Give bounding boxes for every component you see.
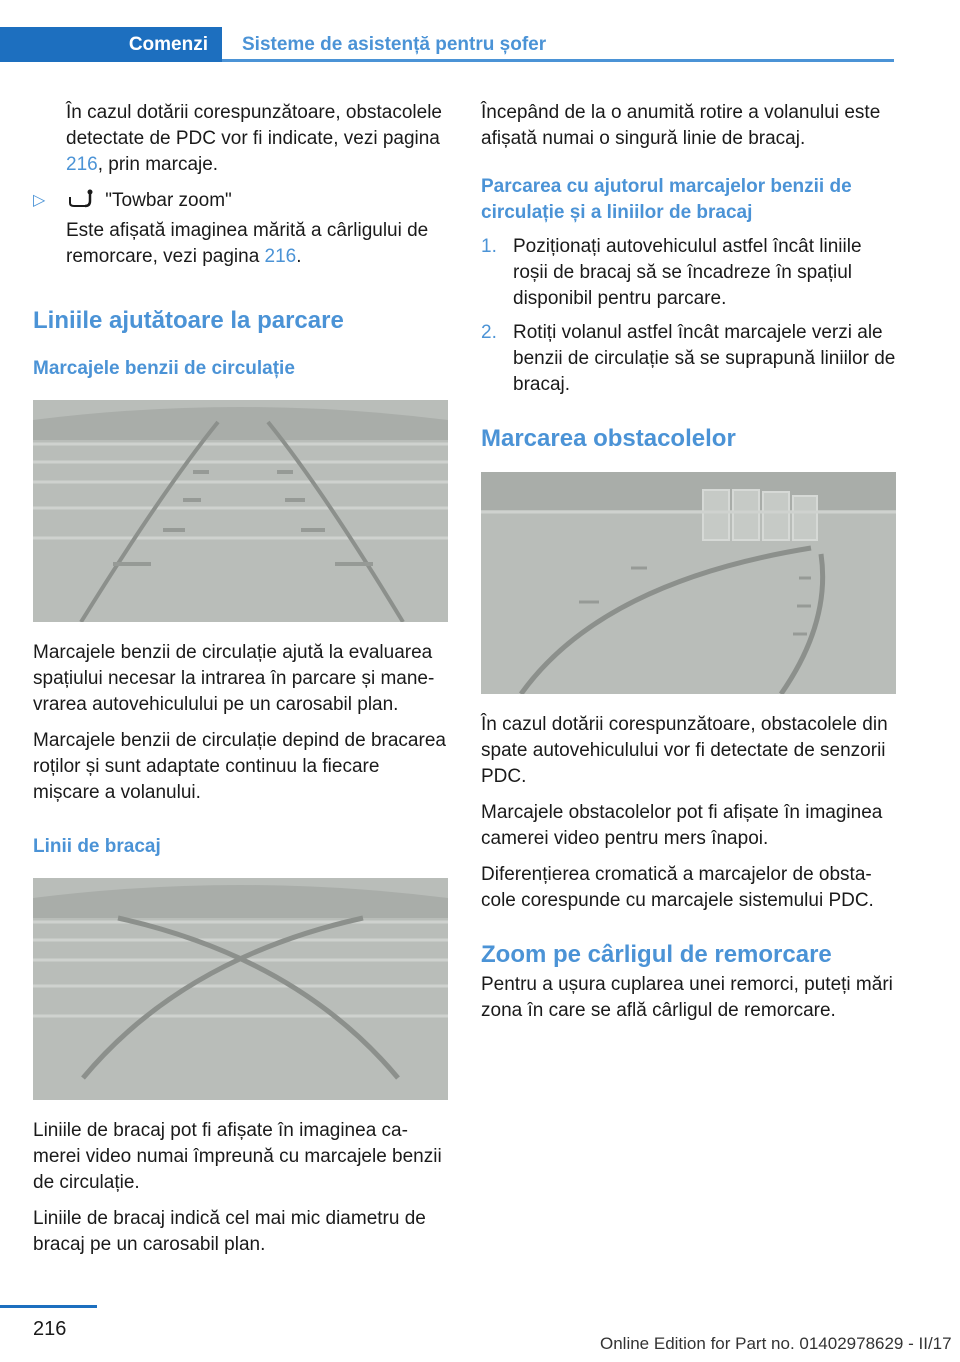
page-number: 216 [33, 1318, 67, 1340]
triangle-bullet-icon: ▷ [33, 192, 46, 209]
lane-paragraph-2: Marcajele benzii de circulație depind de bracarea roților și sunt adaptate continuu la fiecare mișcare a volanului. [33, 730, 446, 803]
step-number: 2. [481, 322, 497, 343]
towbar-zoom-paragraph: Pentru a ușura cuplarea unei remorci, puteți mări zona în care se află cârligul de remorcare. [481, 974, 893, 1021]
section-tab[interactable]: Sisteme de asistență pentru șofer [242, 33, 547, 55]
intro-text: În cazul dotării corespunzătoare, obstacolele detectate de PDC vor fi indicate, vezi pagina [66, 102, 443, 149]
step-number: 1. [481, 236, 497, 257]
towbar-text-end: . [296, 246, 302, 267]
towbar-option [66, 188, 449, 214]
single-line-paragraph: Începând de la o anumită rotire a volanului este afișată numai o singură linie de bracaj. [481, 102, 881, 149]
towbar-text: Este afișată imaginea mărită a cârligului de remorcare, vezi pagina [66, 220, 429, 267]
heading-towbar-zoom: Zoom pe cârligul de remorcare [481, 941, 832, 968]
turn-paragraph-1: Liniile de bracaj pot fi afișate în imaginea camerei video numai împreună cu marcajele benzii de circulație. [33, 1120, 442, 1193]
header-rule [222, 59, 894, 62]
right-column [481, 100, 897, 1034]
page-header [0, 0, 960, 62]
intro-paragraph [33, 100, 449, 178]
step-item [481, 320, 897, 398]
heading-parking-lines: Liniile ajutătoare la parcare [33, 307, 344, 334]
page-link-216b[interactable]: 216 [264, 246, 297, 267]
intro-text-end: , prin marcaje. [97, 154, 219, 175]
lane-paragraph-1: Marcajele benzii de circulație ajută la evaluarea spațiului necesar la intrarea în parcare și manevrarea autovehiculului pe un carosabil plan. [33, 642, 435, 715]
towbar-label: "Towbar zoom" [105, 190, 232, 211]
step-item [481, 234, 897, 312]
obstacle-paragraph-1: În cazul dotării corespunzătoare, obstacolele din spate autovehiculului vor fi detectate de senzorii PDC. [481, 714, 888, 787]
turn-lines-figure [33, 878, 448, 1100]
obstacle-marking-figure [481, 472, 896, 694]
page-link-216[interactable]: 216 [66, 154, 98, 175]
edition-note: Online Edition for Part no. 01402978629 - II/17 [600, 1334, 952, 1353]
heading-lane-markings: Marcajele benzii de circulație [33, 358, 295, 379]
heading-turn-lines: Linii de bracaj [33, 836, 161, 857]
heading-obstacle-marking: Marcarea obstacolelor [481, 425, 736, 452]
turn-paragraph-2: Liniile de bracaj indică cel mai mic diametru de bracaj pe un carosabil plan. [33, 1208, 426, 1255]
towbar-hook-icon [66, 190, 100, 211]
obstacle-paragraph-3: Diferențierea cromatică a marcajelor de obstacole corespunde cu marcajele sistemului PDC. [481, 864, 874, 911]
step-text: Poziționați autovehiculul astfel încât liniile roșii de bracaj să se încadreze în spațiul disponibil pentru parcare. [513, 236, 862, 309]
towbar-bullet [33, 188, 449, 280]
towbar-description [66, 218, 449, 270]
obstacle-paragraph-2: Marcajele obstacolelor pot fi afișate în imaginea camerei video pentru mers înapoi. [481, 802, 883, 849]
left-column [33, 100, 449, 1268]
heading-parking-with-lines: Parcarea cu ajutorul marcajelor benzii de circulație și a liniilor de bracaj [481, 176, 852, 223]
footer-rule [0, 1305, 97, 1308]
step-text: Rotiți volanul astfel încât marcajele verzi ale benzii de circulație să se suprapună liniilor de bracaj. [513, 322, 896, 395]
chapter-tab[interactable]: Comenzi [0, 27, 222, 62]
lane-markings-figure [33, 400, 448, 622]
